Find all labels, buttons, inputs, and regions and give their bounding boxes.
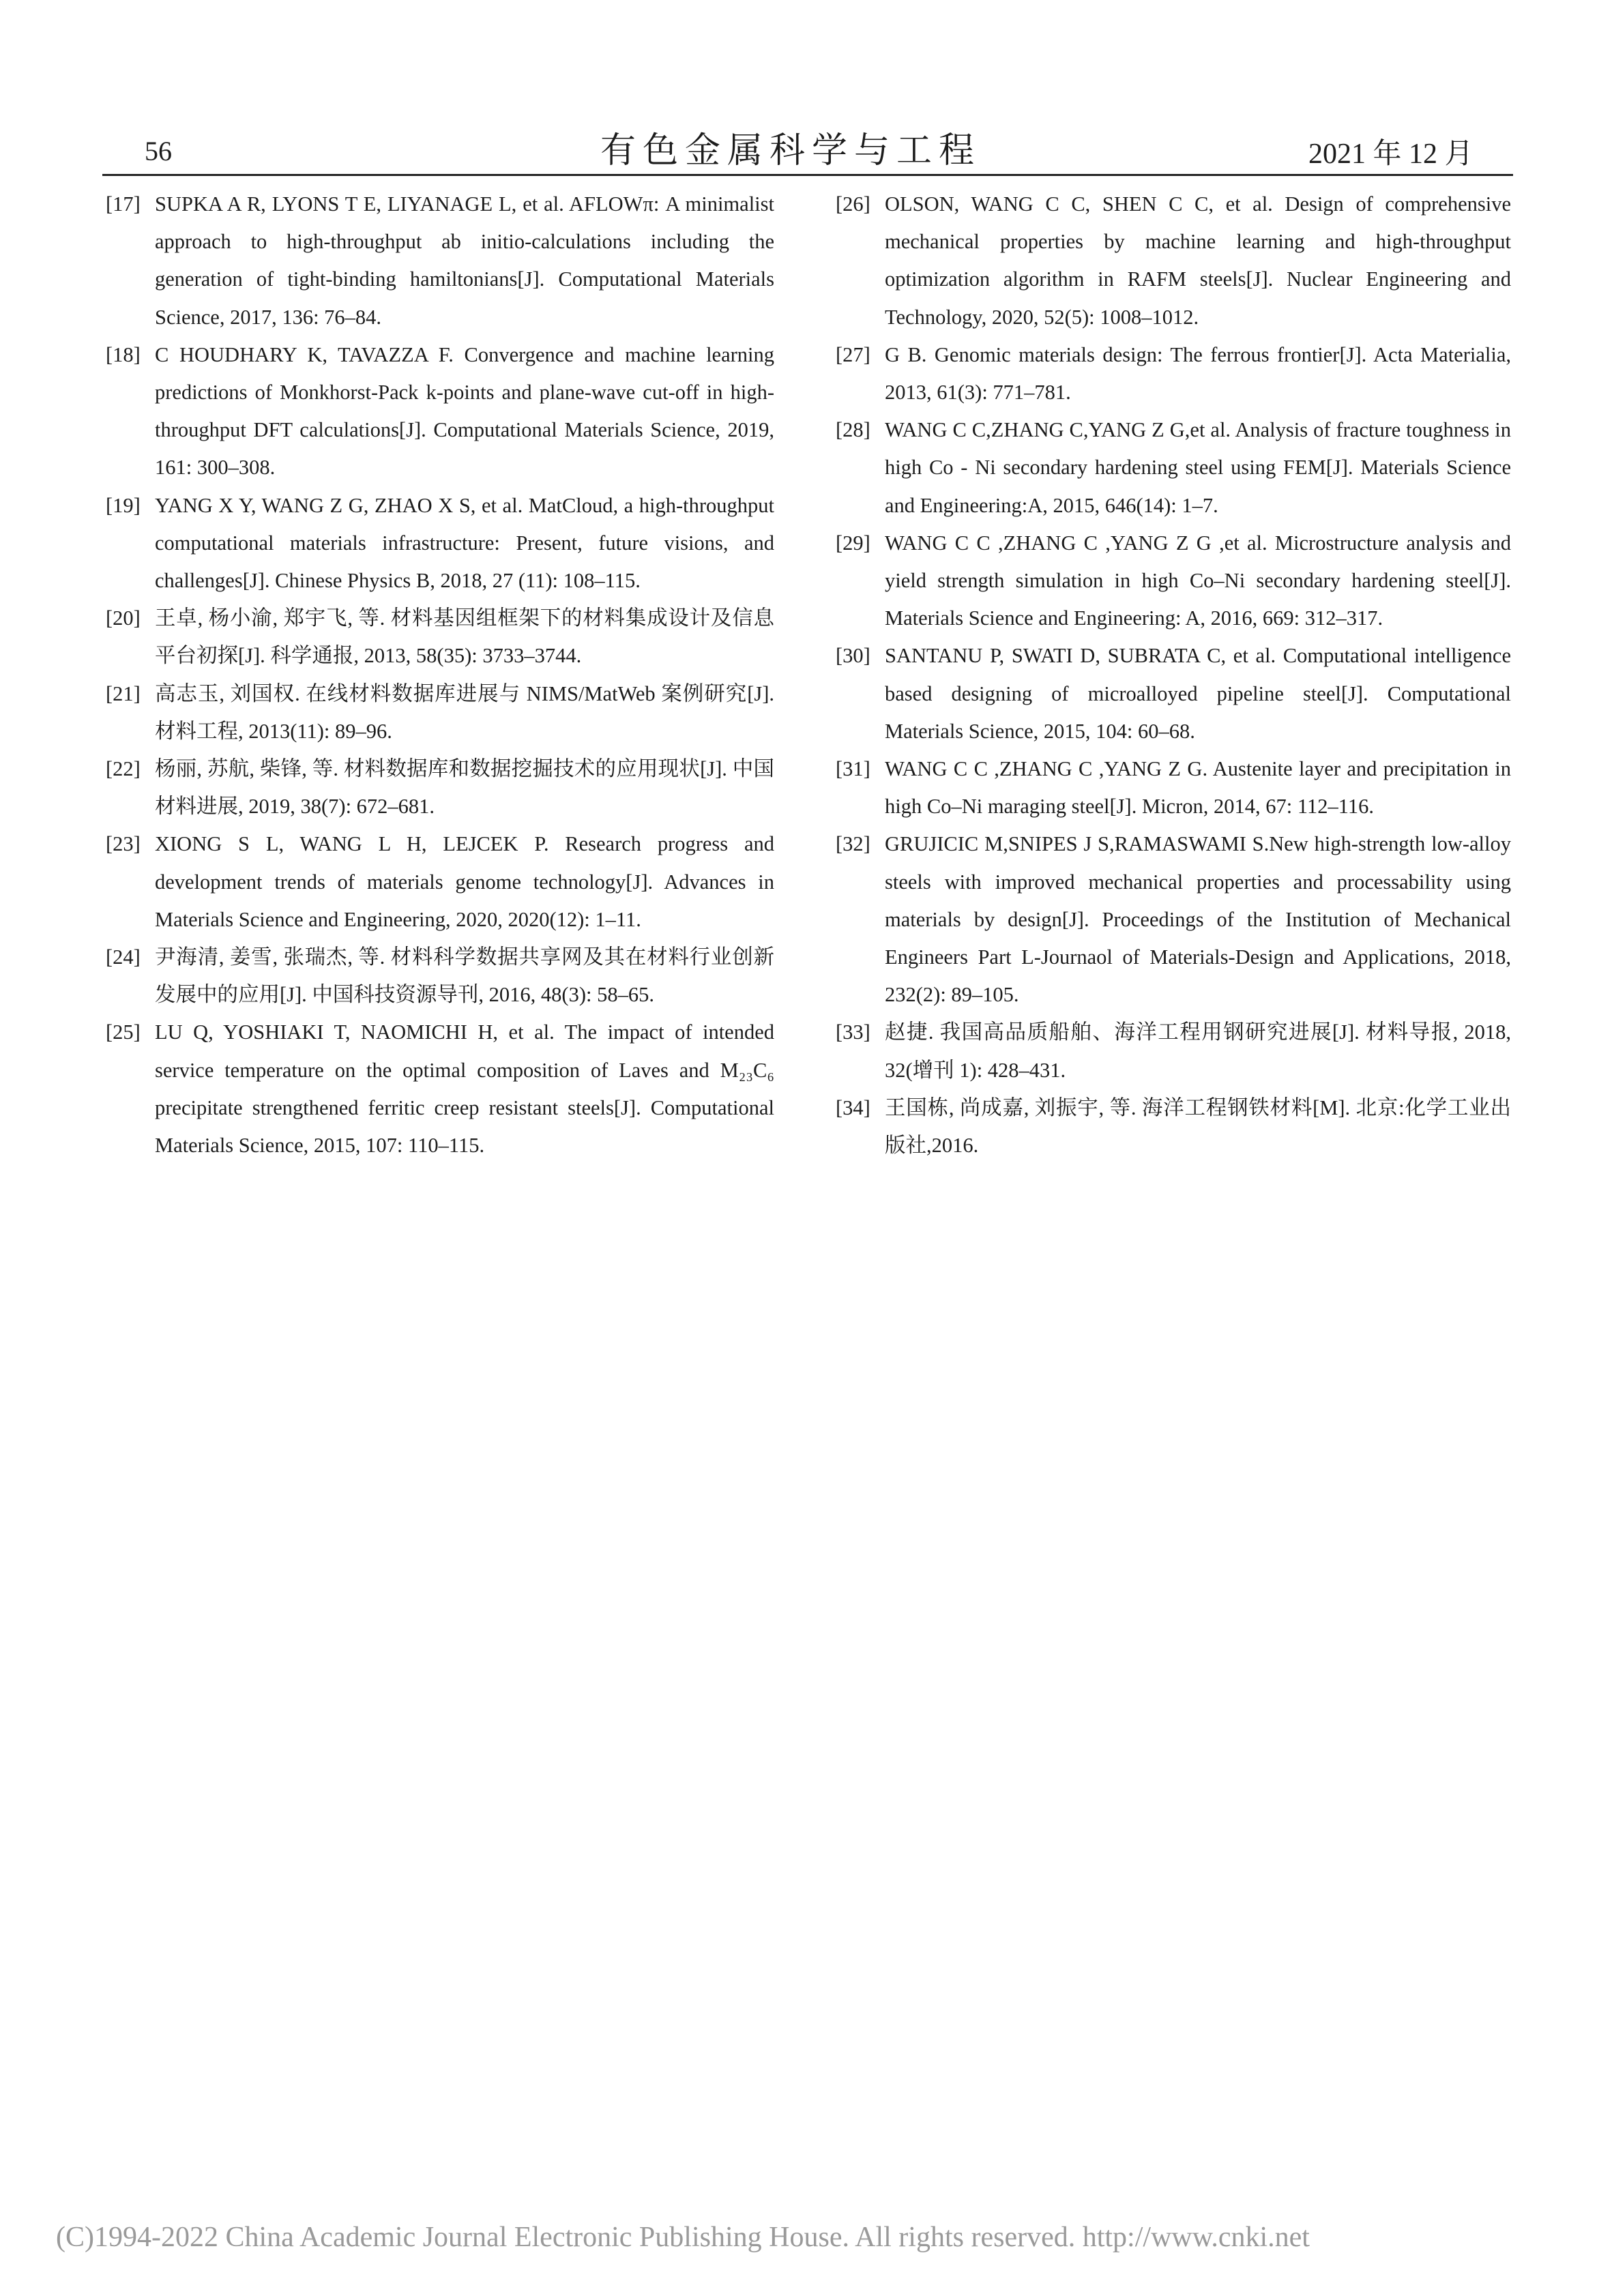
reference-item — [836, 750, 1511, 825]
reference-number: [20] — [106, 606, 141, 630]
reference-text: LU Q, YOSHIAKI T, NAOMICHI H, et al. The impact of intended service temperature on the optimal composition of Laves and M₂₃C₆ precipitate strengthened ferritic creep resistant steels[J]. Computational Materials Science, 2015, 107: 110–115. — [155, 1020, 774, 1158]
reference-item — [836, 411, 1511, 525]
reference-item — [106, 600, 774, 675]
reference-number: [23] — [106, 832, 141, 856]
reference-text: GRUJICIC M,SNIPES J S,RAMASWAMI S.New high-strength low-alloy steels with improved mechanical properties and processability using materials by design[J]. Proceedings of the Institution of Mechanical Engineers Part L-Journaol of Materials-Design and Applications, 2018, 232(2): 89–105. — [885, 832, 1511, 1007]
reference-text: 赵捷. 我国高品质船舶、海洋工程用钢研究进展[J]. 材料导报, 2018, 32(增刊 1): 428–431. — [885, 1020, 1511, 1082]
reference-text: SANTANU P, SWATI D, SUBRATA C, et al. Computational intelligence based designing of microalloyed pipeline steel[J]. Computational Materials Science, 2015, 104: 60–68. — [885, 644, 1511, 743]
reference-text: 王国栋, 尚成嘉, 刘振宇, 等. 海洋工程钢铁材料[M]. 北京:化学工业出版社,2016. — [885, 1095, 1511, 1158]
reference-number: [25] — [106, 1020, 141, 1044]
reference-number: [34] — [836, 1095, 870, 1119]
reference-item — [836, 525, 1511, 638]
reference-text: G B. Genomic materials design: The ferrous frontier[J]. Acta Materialia, 2013, 61(3): 771–781. — [885, 342, 1511, 404]
copyright-notice: (C)1994-2022 China Academic Journal Electronic Publishing House. All rights reserved. http://www.cnki.net — [56, 2222, 1310, 2253]
reference-text: 杨丽, 苏航, 柴锋, 等. 材料数据库和数据挖掘技术的应用现状[J]. 中国材料进展, 2019, 38(7): 672–681. — [155, 757, 774, 819]
reference-text: YANG X Y, WANG Z G, ZHAO X S, et al. MatCloud, a high-throughput computational materials infrastructure: Present, future visions, and challenges[J]. Chinese Physics B, 2018, 27 (11): 108–115. — [155, 493, 774, 593]
reference-item — [106, 675, 774, 750]
reference-text: 高志玉, 刘国权. 在线材料数据库进展与 NIMS/MatWeb 案例研究[J]. 材料工程, 2013(11): 89–96. — [155, 681, 774, 743]
reference-text: XIONG S L, WANG L H, LEJCEK P. Research progress and development trends of materials genome technology[J]. Advances in Materials Science and Engineering, 2020, 2020(12): 1–11. — [155, 832, 774, 931]
reference-number: [17] — [106, 192, 141, 216]
reference-text: SUPKA A R, LYONS T E, LIYANAGE L, et al. AFLOWπ: A minimalist approach to high-throughput ab initio-calculations including the generation of tight-binding hamiltonians[J]. Computational Materials Science, 2017, 136: 76–84. — [155, 192, 774, 329]
journal-title: 有色金属科学与工程 — [600, 130, 982, 171]
reference-item — [106, 186, 774, 336]
reference-number: [26] — [836, 192, 870, 216]
issue-date: 2021 年 12 月 — [1308, 138, 1474, 170]
reference-number: [30] — [836, 644, 870, 668]
reference-number: [24] — [106, 945, 141, 969]
reference-number: [19] — [106, 493, 141, 517]
reference-item — [836, 1089, 1511, 1164]
reference-number: [27] — [836, 342, 870, 366]
reference-item — [106, 750, 774, 825]
reference-text: WANG C C,ZHANG C,YANG Z G,et al. Analysis of fracture toughness in high Co - Ni secondary hardening steel using FEM[J]. Materials Science and Engineering:A, 2015, 646(14): 1–7. — [885, 418, 1511, 517]
reference-text: OLSON, WANG C C, SHEN C C, et al. Design of comprehensive mechanical properties by machine learning and high-throughput optimization algorithm in RAFM steels[J]. Nuclear Engineering and Technology, 2020, 52(5): 1008–1012. — [885, 192, 1511, 329]
reference-item — [106, 939, 774, 1014]
reference-item — [836, 1014, 1511, 1089]
reference-item — [106, 487, 774, 600]
page-number: 56 — [145, 136, 172, 166]
reference-item — [836, 336, 1511, 411]
references-right-column — [836, 186, 1511, 1164]
reference-number: [21] — [106, 681, 141, 705]
reference-item — [106, 1014, 774, 1164]
reference-item — [836, 186, 1511, 336]
reference-item — [106, 825, 774, 939]
reference-number: [31] — [836, 757, 870, 781]
reference-number: [28] — [836, 418, 870, 442]
reference-text: 王卓, 杨小渝, 郑宇飞, 等. 材料基因组框架下的材料集成设计及信息平台初探[J]. 科学通报, 2013, 58(35): 3733–3744. — [155, 606, 774, 668]
references-left-column — [106, 186, 774, 1164]
reference-number: [32] — [836, 832, 870, 856]
reference-text: C HOUDHARY K, TAVAZZA F. Convergence and machine learning predictions of Monkhorst-Pack k-points and plane-wave cut-off in high-throughput DFT calculations[J]. Computational Materials Science, 2019, 161: 300–308. — [155, 342, 774, 480]
reference-text: WANG C C ,ZHANG C ,YANG Z G ,et al. Microstructure analysis and yield strength simulation in high Co–Ni secondary hardening steel[J]. Materials Science and Engineering: A, 2016, 669: 312–317. — [885, 531, 1511, 630]
reference-number: [29] — [836, 531, 870, 555]
reference-item — [106, 336, 774, 487]
reference-number: [22] — [106, 757, 141, 781]
reference-number: [33] — [836, 1020, 870, 1044]
reference-text: 尹海清, 姜雪, 张瑞杰, 等. 材料科学数据共享网及其在材料行业创新发展中的应用[J]. 中国科技资源导刊, 2016, 48(3): 58–65. — [155, 945, 774, 1007]
reference-text: WANG C C ,ZHANG C ,YANG Z G. Austenite layer and precipitation in high Co–Ni maraging steel[J]. Micron, 2014, 67: 112–116. — [885, 757, 1511, 819]
reference-number: [18] — [106, 342, 141, 366]
reference-item — [836, 637, 1511, 750]
reference-item — [836, 825, 1511, 1014]
header-divider — [102, 174, 1513, 176]
